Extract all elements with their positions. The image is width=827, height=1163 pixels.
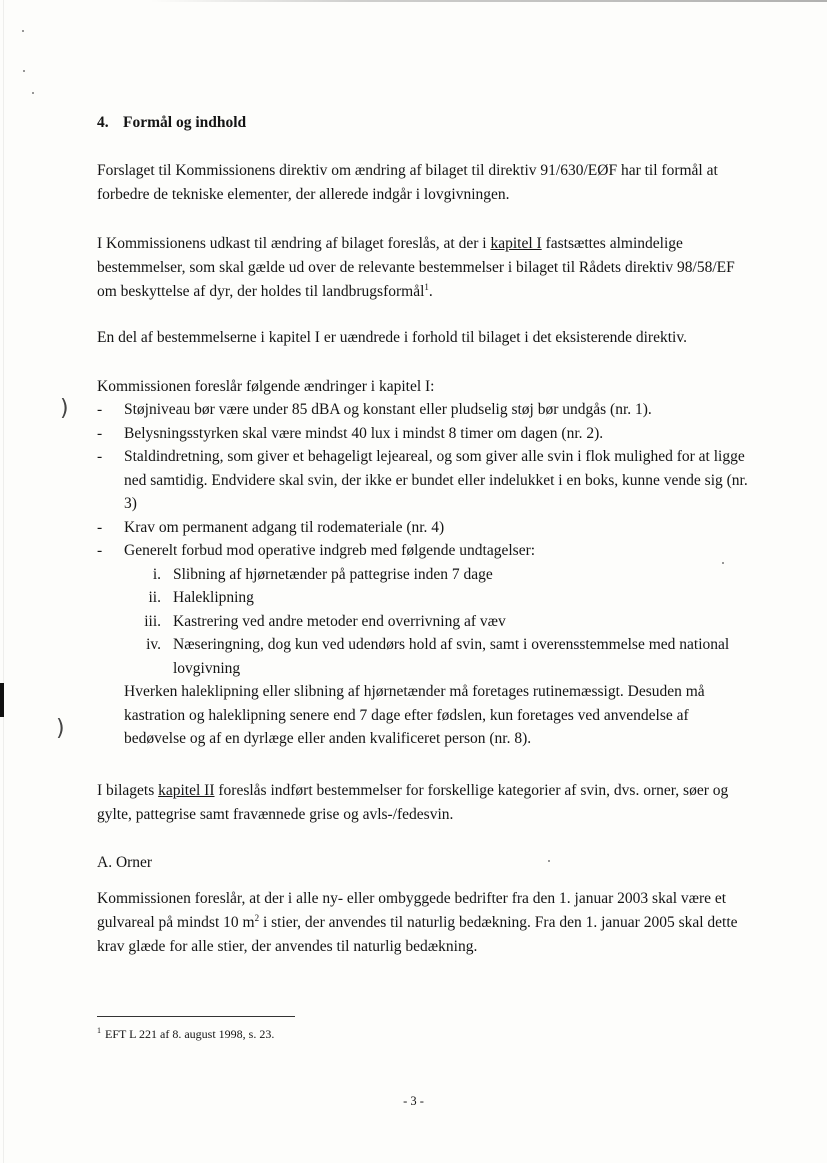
footnote-reference: 1 — [424, 281, 429, 292]
kapitel-ii-reference: kapitel II — [158, 782, 215, 799]
exception-item — [97, 563, 749, 587]
subsection-heading: A. Orner — [97, 854, 153, 871]
exception-item — [97, 633, 749, 680]
list-item — [97, 516, 749, 540]
changes-list — [97, 398, 749, 751]
punch-hole-mark: ) — [60, 396, 69, 421]
list-item — [97, 398, 749, 422]
list-item — [97, 422, 749, 446]
list-continuation: Hverken haleklipning eller slibning af hjørnetænder må foretages rutinemæssigt. Desuden må kastration og haleklipning senere end 7 dage efter fødslen, kun foretages ved anvendelse af bedøvelse og af en dyrlæge eller anden kvalificeret person (nr. 8). — [124, 683, 705, 747]
roman-numeral: ii. — [148, 589, 161, 606]
roman-numeral: iv. — [146, 636, 161, 653]
scan-edge-mark — [0, 683, 4, 717]
superscript: 2 — [254, 912, 260, 923]
paragraph-text: fastsættes almindelige bestemmelser, som skal gælde ud over de relevante bestemmelser i bilaget til Rådets direktiv 98/58/EF om beskyttelse af dyr, der holdes til landbrugsformål — [97, 235, 735, 300]
roman-numeral: i. — [152, 565, 161, 583]
scan-edge-top — [150, 0, 827, 2]
paragraph-text: I Kommissionens udkast til ændring af bilaget foreslås, at der i — [97, 235, 491, 252]
paragraph-changes-intro: Kommissionen foreslår følgende ændringer i kapitel I: — [97, 378, 435, 395]
list-dash: - — [97, 424, 103, 442]
paragraph-orner — [97, 887, 749, 959]
kapitel-i-reference: kapitel I — [490, 235, 542, 252]
list-item — [97, 445, 749, 516]
list-dash: - — [97, 542, 103, 559]
list-dash: - — [97, 518, 103, 536]
roman-numeral: iii. — [144, 612, 161, 630]
section-number: 4. — [97, 114, 109, 131]
paragraph-unchanged: En del af bestemmelserne i kapitel I er uændrede i forhold til bilaget i det eksisterende direktiv. — [97, 329, 687, 346]
list-item-text: Støjniveau bør være under 85 dBA og konstant eller pludselig støj bør undgås (nr. 1). — [124, 401, 652, 418]
footnote-text: EFT L 221 af 8. august 1998, s. 23. — [105, 1027, 275, 1041]
exception-item — [97, 610, 749, 634]
list-item-text: Krav om permanent adgang til rodemateriale (nr. 4) — [124, 518, 445, 536]
scan-speck — [22, 30, 24, 32]
list-item — [97, 539, 749, 563]
exception-text: Slibning af hjørnetænder på pattegrise inden 7 dage — [173, 565, 493, 583]
section-heading — [97, 114, 246, 132]
paragraph-text: Kommissionen foreslår, at der i alle ny- eller ombyggede bedrifter fra den 1. januar 2003 skal være et gulvareal på mindst 10 m — [97, 890, 727, 931]
page-number: - 3 - — [403, 1094, 424, 1108]
list-item-text: Staldindretning, som giver et behageligt lejeareal, og som giver alle svin i flok mulighed for at ligge ned samtidig. Endvidere skal svin, der ikke er bundet eller indelukket i en boks, kunne vende sig (nr. 3) — [124, 448, 748, 512]
list-dash: - — [97, 448, 103, 465]
exception-text: Haleklipning — [173, 589, 254, 606]
paragraph-intro: Forslaget til Kommissionens direktiv om ændring af bilaget til direktiv 91/630/EØF har til formål at forbedre de tekniske elementer, der allerede indgår i lovgivningen. — [97, 162, 718, 203]
section-title: Formål og indhold — [123, 114, 247, 131]
exception-text: Kastrering ved andre metoder end overrivning af væv — [173, 612, 506, 630]
list-item-text: Generelt forbud mod operative indgreb med følgende undtagelser: — [124, 542, 536, 559]
paragraph-kapitel-i — [97, 232, 749, 304]
paragraph-text: i stier, der anvendes til naturlig bedækning. Fra den 1. januar 2005 skal dette krav glæde for alle stier, der anvendes til naturlig bedækning. — [97, 914, 738, 955]
scan-speck — [23, 70, 25, 72]
paragraph-text: I bilagets — [97, 782, 159, 799]
footnote-separator — [97, 1016, 295, 1017]
paragraph-text: . — [428, 283, 433, 300]
paragraph-kapitel-ii — [97, 779, 749, 827]
scan-edge-left — [3, 0, 4, 1163]
scan-speck — [32, 92, 34, 94]
list-dash: - — [97, 401, 103, 418]
list-item-text: Belysningsstyrken skal være mindst 40 lux i mindst 8 timer om dagen (nr. 2). — [124, 424, 604, 442]
exception-item — [97, 586, 749, 610]
exception-text: Næseringning, dog kun ved udendørs hold af svin, samt i overensstemmelse med national lovgivning — [173, 636, 730, 677]
punch-hole-mark: ) — [56, 716, 65, 741]
footnote-mark: 1 — [97, 1026, 101, 1035]
paragraph-text: foreslås indført bestemmelser for forskellige kategorier af svin, dvs. orner, søer og gylte, pattegrise samt fravænnede grise og avls-/fedesvin. — [97, 782, 729, 823]
footnote — [97, 1027, 274, 1042]
